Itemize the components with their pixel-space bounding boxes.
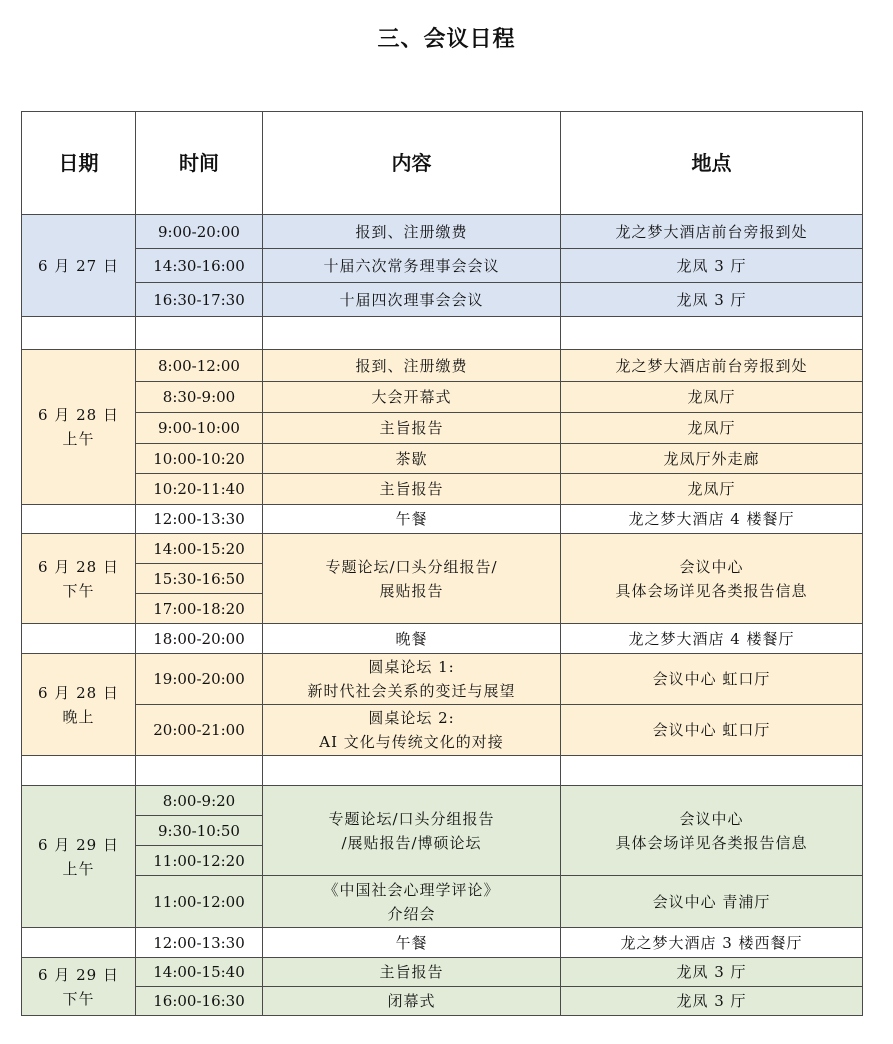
content-cell: 十届四次理事会会议 bbox=[263, 283, 561, 317]
time-cell: 9:00-10:00 bbox=[136, 413, 263, 444]
header-content: 内容 bbox=[263, 112, 561, 215]
content-cell: 大会开幕式 bbox=[263, 382, 561, 413]
place-cell: 龙之梦大酒店 4 楼餐厅 bbox=[561, 624, 863, 654]
spacer-row bbox=[22, 756, 863, 786]
page-title: 三、会议日程 bbox=[377, 27, 516, 52]
schedule-table bbox=[21, 111, 863, 1016]
place-cell: 会议中心 虹口厅 bbox=[561, 705, 863, 756]
time-cell: 11:00-12:20 bbox=[136, 846, 263, 876]
time-cell: 18:00-20:00 bbox=[136, 624, 263, 654]
table-row bbox=[22, 987, 863, 1016]
time-cell: 8:00-12:00 bbox=[136, 350, 263, 382]
table-row bbox=[22, 928, 863, 958]
time-cell: 8:30-9:00 bbox=[136, 382, 263, 413]
header-date: 日期 bbox=[22, 112, 136, 215]
time-cell: 14:00-15:20 bbox=[136, 534, 263, 564]
place-cell: 龙之梦大酒店 4 楼餐厅 bbox=[561, 505, 863, 534]
date-cell: 6 月 28 日 下午 bbox=[22, 534, 136, 624]
place-cell: 会议中心 青浦厅 bbox=[561, 876, 863, 928]
content-cell: 主旨报告 bbox=[263, 474, 561, 505]
table-row bbox=[22, 505, 863, 534]
place-cell: 会议中心 虹口厅 bbox=[561, 654, 863, 705]
date-cell: 6 月 27 日 bbox=[22, 215, 136, 317]
place-cell: 龙凤厅外走廊 bbox=[561, 444, 863, 474]
header-time: 时间 bbox=[136, 112, 263, 215]
table-row bbox=[22, 444, 863, 474]
date-cell: 6 月 29 日 上午 bbox=[22, 786, 136, 928]
content-cell: 主旨报告 bbox=[263, 958, 561, 987]
table-row bbox=[22, 786, 863, 816]
content-cell: 十届六次常务理事会会议 bbox=[263, 249, 561, 283]
time-cell: 12:00-13:30 bbox=[136, 928, 263, 958]
time-cell: 9:30-10:50 bbox=[136, 816, 263, 846]
date-cell: 6 月 28 日 上午 bbox=[22, 350, 136, 505]
place-cell: 龙凤 3 厅 bbox=[561, 958, 863, 987]
time-cell: 11:00-12:00 bbox=[136, 876, 263, 928]
table-row bbox=[22, 283, 863, 317]
table-row bbox=[22, 705, 863, 756]
time-cell: 14:00-15:40 bbox=[136, 958, 263, 987]
table-row bbox=[22, 350, 863, 382]
place-cell: 龙之梦大酒店 3 楼西餐厅 bbox=[561, 928, 863, 958]
place-cell: 会议中心 具体会场详见各类报告信息 bbox=[561, 534, 863, 624]
table-row bbox=[22, 249, 863, 283]
place-cell: 龙之梦大酒店前台旁报到处 bbox=[561, 215, 863, 249]
content-cell: 圆桌论坛 1: 新时代社会关系的变迁与展望 bbox=[263, 654, 561, 705]
content-cell: 午餐 bbox=[263, 928, 561, 958]
place-cell: 龙凤厅 bbox=[561, 413, 863, 444]
time-cell: 17:00-18:20 bbox=[136, 594, 263, 624]
header-place: 地点 bbox=[561, 112, 863, 215]
place-cell: 龙凤 3 厅 bbox=[561, 987, 863, 1016]
table-row bbox=[22, 215, 863, 249]
time-cell: 9:00-20:00 bbox=[136, 215, 263, 249]
time-cell: 12:00-13:30 bbox=[136, 505, 263, 534]
time-cell: 16:30-17:30 bbox=[136, 283, 263, 317]
table-row bbox=[22, 382, 863, 413]
place-cell: 龙凤 3 厅 bbox=[561, 249, 863, 283]
time-cell: 16:00-16:30 bbox=[136, 987, 263, 1016]
time-cell: 20:00-21:00 bbox=[136, 705, 263, 756]
content-cell: 晚餐 bbox=[263, 624, 561, 654]
content-cell: 报到、注册缴费 bbox=[263, 215, 561, 249]
table-row bbox=[22, 624, 863, 654]
time-cell: 10:00-10:20 bbox=[136, 444, 263, 474]
table-row bbox=[22, 654, 863, 705]
date-cell: 6 月 29 日 下午 bbox=[22, 958, 136, 1016]
table-row bbox=[22, 876, 863, 928]
content-cell: 闭幕式 bbox=[263, 987, 561, 1016]
content-cell: 茶歇 bbox=[263, 444, 561, 474]
time-cell: 10:20-11:40 bbox=[136, 474, 263, 505]
content-cell: 专题论坛/口头分组报告 /展贴报告/博硕论坛 bbox=[263, 786, 561, 876]
time-cell: 19:00-20:00 bbox=[136, 654, 263, 705]
place-cell: 龙凤厅 bbox=[561, 382, 863, 413]
content-cell: 专题论坛/口头分组报告/ 展贴报告 bbox=[263, 534, 561, 624]
time-cell: 8:00-9:20 bbox=[136, 786, 263, 816]
table-row bbox=[22, 958, 863, 987]
header-row bbox=[22, 112, 863, 215]
spacer-row bbox=[22, 317, 863, 350]
content-cell: 圆桌论坛 2: AI 文化与传统文化的对接 bbox=[263, 705, 561, 756]
content-cell: 午餐 bbox=[263, 505, 561, 534]
content-cell: 报到、注册缴费 bbox=[263, 350, 561, 382]
table-row bbox=[22, 474, 863, 505]
place-cell: 龙凤厅 bbox=[561, 474, 863, 505]
time-cell: 15:30-16:50 bbox=[136, 564, 263, 594]
place-cell: 会议中心 具体会场详见各类报告信息 bbox=[561, 786, 863, 876]
table-row bbox=[22, 534, 863, 564]
content-cell: 《中国社会心理学评论》 介绍会 bbox=[263, 876, 561, 928]
time-cell: 14:30-16:00 bbox=[136, 249, 263, 283]
content-cell: 主旨报告 bbox=[263, 413, 561, 444]
table-row bbox=[22, 413, 863, 444]
place-cell: 龙之梦大酒店前台旁报到处 bbox=[561, 350, 863, 382]
place-cell: 龙凤 3 厅 bbox=[561, 283, 863, 317]
date-cell: 6 月 28 日 晚上 bbox=[22, 654, 136, 756]
